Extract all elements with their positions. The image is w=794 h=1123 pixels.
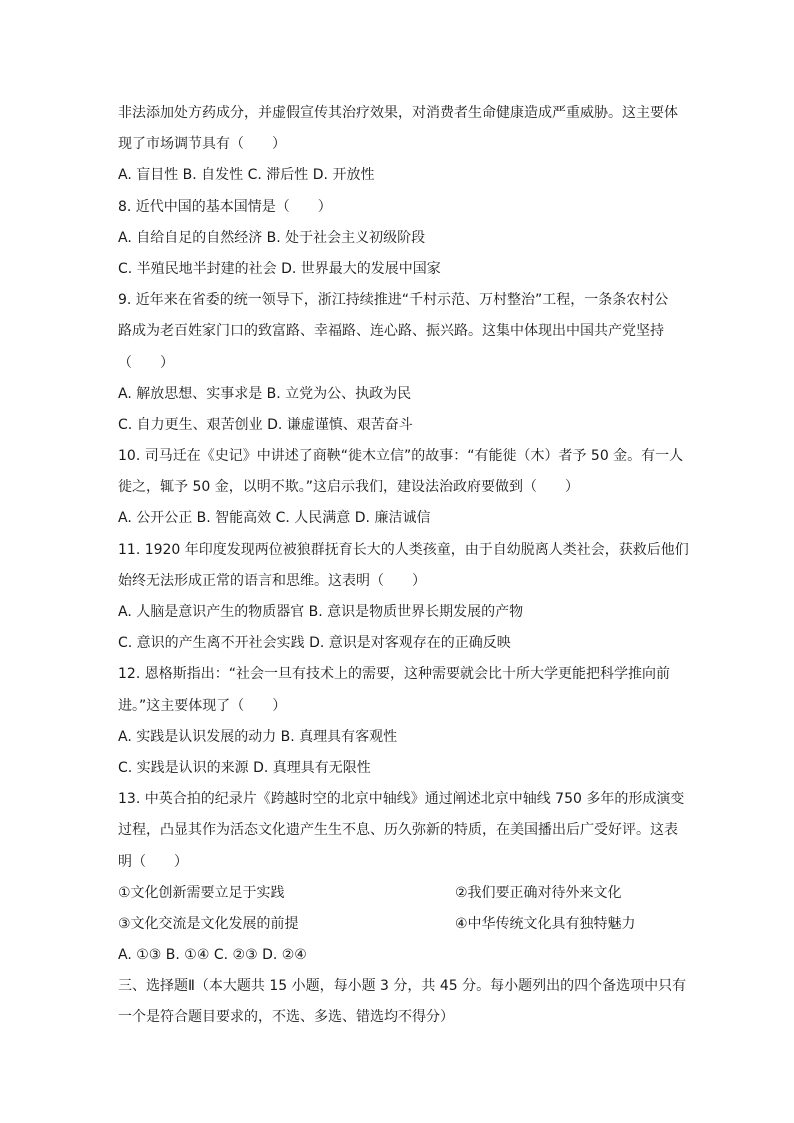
answer-options: [118, 410, 678, 441]
line-text: （ ）: [118, 354, 174, 371]
text-line: [118, 566, 678, 597]
line-text: A. 公开公正 B. 智能高效 C. 人民满意 D. 廉洁诚信: [118, 510, 431, 527]
line-text: A. 实践是认识发展的动力 B. 真理具有客观性: [118, 728, 398, 745]
line-text: A. 盲目性 B. 自发性 C. 滞后性 D. 开放性: [118, 167, 375, 184]
line-text: 9. 近年来在省委的统一领导下，浙江持续推进“千村示范、万村整治”工程，一条条农村公: [118, 292, 669, 309]
line-text: C. 自力更生、艰苦创业 D. 谦虚谨慎、艰苦奋斗: [118, 416, 413, 433]
answer-options: [118, 597, 678, 628]
line-text: A. 解放思想、实事求是 B. 立党为公、执政为民: [118, 385, 412, 402]
line-text: 始终无法形成正常的语言和思维。这表明（ ）: [118, 572, 426, 589]
document-page: [118, 98, 689, 1034]
text-line: [118, 129, 678, 160]
line-text: 8. 近代中国的基本国情是（ ）: [118, 198, 332, 215]
question-10: [118, 441, 684, 472]
statement-pair: [118, 878, 678, 909]
section-heading: [118, 1002, 678, 1033]
answer-options: [118, 223, 678, 254]
line-text: 13. 中英合拍的纪录片《跨越时空的北京中轴线》通过阐述北京中轴线 750 多年的形成演变: [118, 791, 685, 808]
line-text: 10. 司马迁在《史记》中讲述了商鞅“徙木立信”的故事：“有能徙（木）者予 50 金。有一人: [118, 448, 684, 465]
text-line: [118, 348, 678, 379]
line-text: 明（ ）: [118, 853, 188, 870]
answer-options: [118, 628, 678, 659]
answer-options: [118, 254, 678, 285]
answer-options: [118, 940, 678, 971]
section-heading: [118, 971, 687, 1002]
answer-options: [118, 503, 678, 534]
line-text: 徙之，辄予 50 金，以明不欺。”这启示我们，建设法治政府要做到（ ）: [118, 479, 579, 496]
line-text: 一个是符合题目要求的，不选、多选、错选均不得分）: [118, 1009, 454, 1026]
line-text: 进。”这主要体现了（ ）: [118, 697, 287, 714]
question-12: [118, 659, 678, 690]
line-text: 三、选择题Ⅱ（本大题共 15 小题，每小题 3 分，共 45 分。每小题列出的四个备选项中只有: [118, 978, 687, 995]
line-text: C. 实践是认识的来源 D. 真理具有无限性: [118, 759, 371, 776]
text-line: [118, 316, 678, 347]
line-text: A. ①③ B. ①④ C. ②③ D. ②④: [118, 947, 307, 964]
question-8: [118, 192, 678, 223]
answer-options: [118, 160, 678, 191]
question-13: [118, 784, 685, 815]
text-line: [118, 691, 678, 722]
text-line: [118, 847, 678, 878]
line-text: A. 自给自足的自然经济 B. 处于社会主义初级阶段: [118, 229, 426, 246]
line-text: 过程，凸显其作为活态文化遗产生生不息、历久弥新的特质，在美国播出后广受好评。这表: [118, 822, 678, 839]
line-text: 非法添加处方药成分，并虚假宣传其治疗效果，对消费者生命健康造成严重威胁。这主要体: [118, 105, 678, 121]
text-line: [118, 815, 678, 846]
statement-1: ①文化创新需要立足于实践: [118, 884, 285, 901]
line-text: 12. 恩格斯指出：“社会一旦有技术上的需要，这种需要就会比十所大学更能把科学推向前: [118, 666, 670, 683]
text-line: [118, 98, 678, 129]
statement-pair: [118, 909, 678, 940]
answer-options: [118, 379, 678, 410]
answer-options: [118, 753, 678, 784]
question-11: [118, 535, 689, 566]
question-9: [118, 285, 678, 316]
line-text: C. 半殖民地半封建的社会 D. 世界最大的发展中国家: [118, 260, 441, 277]
answer-options: [118, 722, 678, 753]
line-text: A. 人脑是意识产生的物质器官 B. 意识是物质世界长期发展的产物: [118, 604, 524, 620]
line-text: 路成为老百姓家门口的致富路、幸福路、连心路、振兴路。这集中体现出中国共产党坚持: [118, 323, 664, 340]
statement-2: ②我们要正确对待外来文化: [455, 884, 622, 901]
line-text: 现了市场调节具有（ ）: [118, 136, 286, 153]
line-text: 11. 1920 年印度发现两位被狼群抚育长大的人类孩童，由于自幼脱离人类社会，获救后他们: [118, 541, 689, 558]
statement-4: ④中华传统文化具有独特魅力: [455, 915, 636, 932]
line-text: C. 意识的产生离不开社会实践 D. 意识是对客观存在的正确反映: [118, 635, 511, 652]
statement-3: ③文化交流是文化发展的前提: [118, 915, 299, 932]
text-line: [118, 472, 678, 503]
